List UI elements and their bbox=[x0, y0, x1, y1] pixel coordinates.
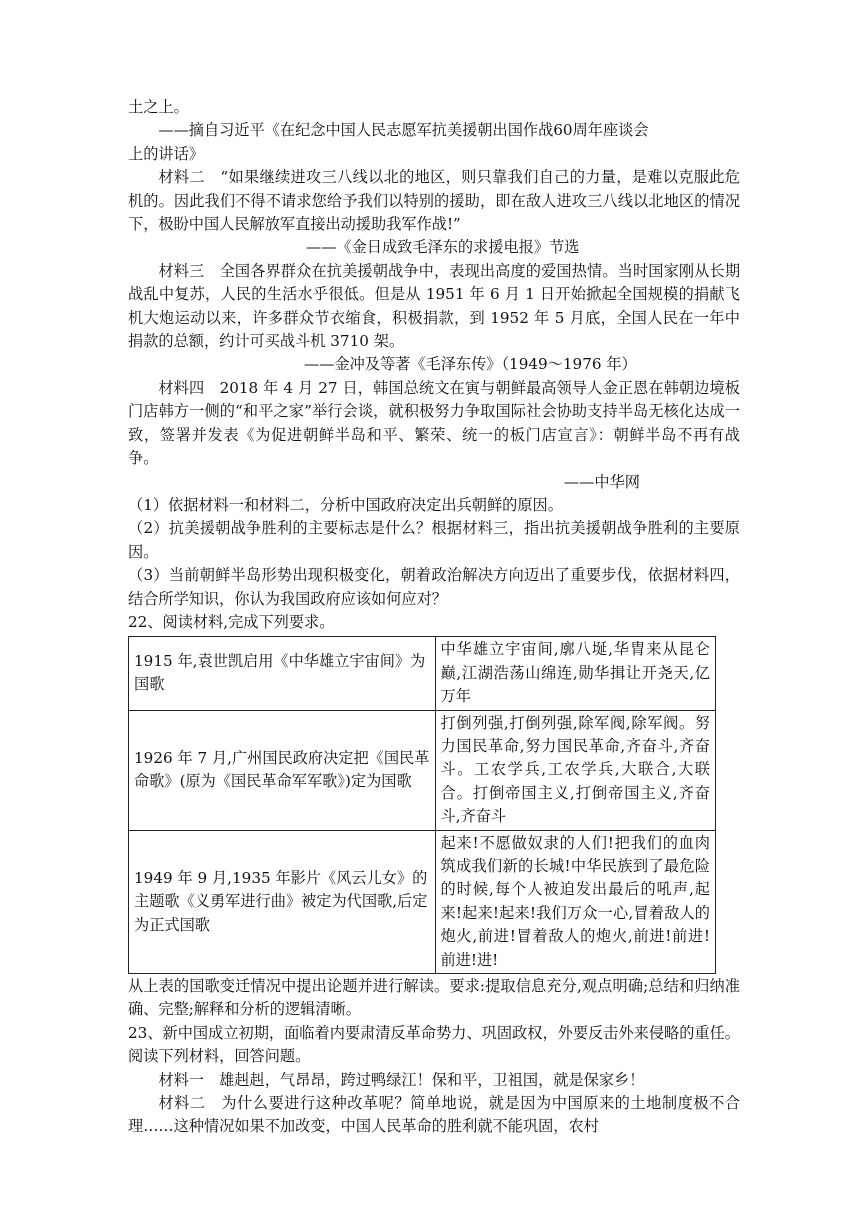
table-cell-lyrics: 起来!不愿做奴隶的人们!把我们的血肉筑成我们新的长城!中华民族到了最危险的时候,每个人被迫发出最后的吼声,起来!起来!起来!我们万众一心,冒着敌人的炮火,前进!冒着敌人的炮火,前进!前进!前进!进! bbox=[435, 830, 716, 973]
question-22-heading: 22、阅读材料,完成下列要求。 bbox=[128, 612, 335, 631]
table-row bbox=[129, 710, 716, 830]
table-cell-lyrics: 中华雄立宇宙间,廓八埏,华胄来从昆仑巅,江湖浩荡山绵连,勋华揖让开尧天,亿万年 bbox=[435, 637, 716, 710]
source-line-2: ——《金日成致毛泽东的求援电报》节选 bbox=[306, 238, 580, 257]
question-22-requirement: 从上表的国歌变迁情况中提出论题并进行解读。要求:提取信息充分,观点明确;总结和归纳准确、完整;解释和分析的逻辑清晰。 bbox=[128, 977, 740, 1019]
document-page bbox=[128, 96, 740, 1139]
q23-material-one: 材料一 雄赳赳，气昂昂，跨过鸭绿江！保和平，卫祖国，就是保家乡！ bbox=[158, 1070, 645, 1089]
question-23-heading: 23、新中国成立初期，面临着内要肃清反革命势力、巩固政权，外要反击外来侵略的重任。阅读下列材料，回答问题。 bbox=[128, 1023, 740, 1066]
question-2: （2）抗美援朝战争胜利的主要标志是什么？根据材料三，指出抗美援朝战争胜利的主要原因。 bbox=[128, 519, 740, 561]
material-four: 材料四 2018 年 4 月 27 日，韩国总统文在寅与朝鲜最高领导人金正恩在韩朝边境板门店韩方一侧的“和平之家”举行会谈，就积极努力争取国际社会协助支持半岛无核化达成一致，签署并发表《为促进朝鲜半岛和平、繁荣、统一的板门店宣言》：朝鲜半岛不再有战争。 bbox=[128, 378, 740, 468]
source-line-4: ——中华网 bbox=[564, 472, 640, 491]
q23-material-two: 材料二 为什么要进行这种改革呢？简单地说，就是因为中国原来的土地制度极不合理……这种情况如果不加改变，中国人民革命的胜利就不能巩固，农村 bbox=[128, 1094, 740, 1136]
anthem-table bbox=[128, 636, 716, 974]
material-three: 材料三 全国各界群众在抗美援朝战争中，表现出高度的爱国热情。当时国家刚从长期战乱中复苏，人民的生活水乎很低。但是从 1951 年 6 月 1 日开始掀起全国规模的捐献飞机大炮运动以来，许多群众节衣缩食，积极捐款，到 1952 年 5 月底，全国人民在一年中捐款的总额，约计可买战斗机 3710 架。 bbox=[128, 261, 740, 351]
question-1: （1）依据材料一和材料二，分析中国政府决定出兵朝鲜的原因。 bbox=[128, 495, 563, 514]
table-cell-event: 1926 年 7 月,广州国民政府决定把《国民革命歌》(原为《国民革命军军歌》)定为国歌 bbox=[129, 710, 436, 830]
source-line-1b: 上的讲话》 bbox=[128, 144, 204, 163]
table-cell-event: 1949 年 9 月,1935 年影片《风云儿女》的主题歌《义勇军进行曲》被定为代国歌,后定为正式国歌 bbox=[129, 830, 436, 973]
paragraph-continuation: 土之上。 bbox=[128, 98, 189, 116]
table-cell-event: 1915 年,袁世凯启用《中华雄立宇宙间》为国歌 bbox=[129, 637, 436, 710]
source-line-1a: ——摘自习近平《在纪念中国人民志愿军抗美援朝出国作战60周年座谈会 bbox=[158, 121, 649, 140]
source-line-3: ——金冲及等著《毛泽东传》（1949～1976 年） bbox=[304, 355, 637, 374]
table-row bbox=[129, 637, 716, 710]
table-cell-lyrics: 打倒列强,打倒列强,除军阀,除军阀。努力国民革命,努力国民革命,齐奋斗,齐奋斗。工农学兵,工农学兵,大联合,大联合。打倒帝国主义,打倒帝国主义,齐奋斗,齐奋斗 bbox=[435, 710, 716, 830]
material-two: 材料二 “如果继续进攻三八线以北的地区，则只靠我们自己的力量，是难以克服此危机的。因此我们不得不请求您给予我们以特别的援助，即在敌人进攻三八线以北地区的情况下，极盼中国人民解放军直接出动援助我军作战!” bbox=[128, 168, 740, 234]
table-row bbox=[129, 830, 716, 973]
question-3: （3）当前朝鲜半岛形势出现积极变化，朝着政治解决方向迈出了重要步伐，依据材料四，结合所学知识，你认为我国政府应该如何应对？ bbox=[128, 566, 740, 608]
